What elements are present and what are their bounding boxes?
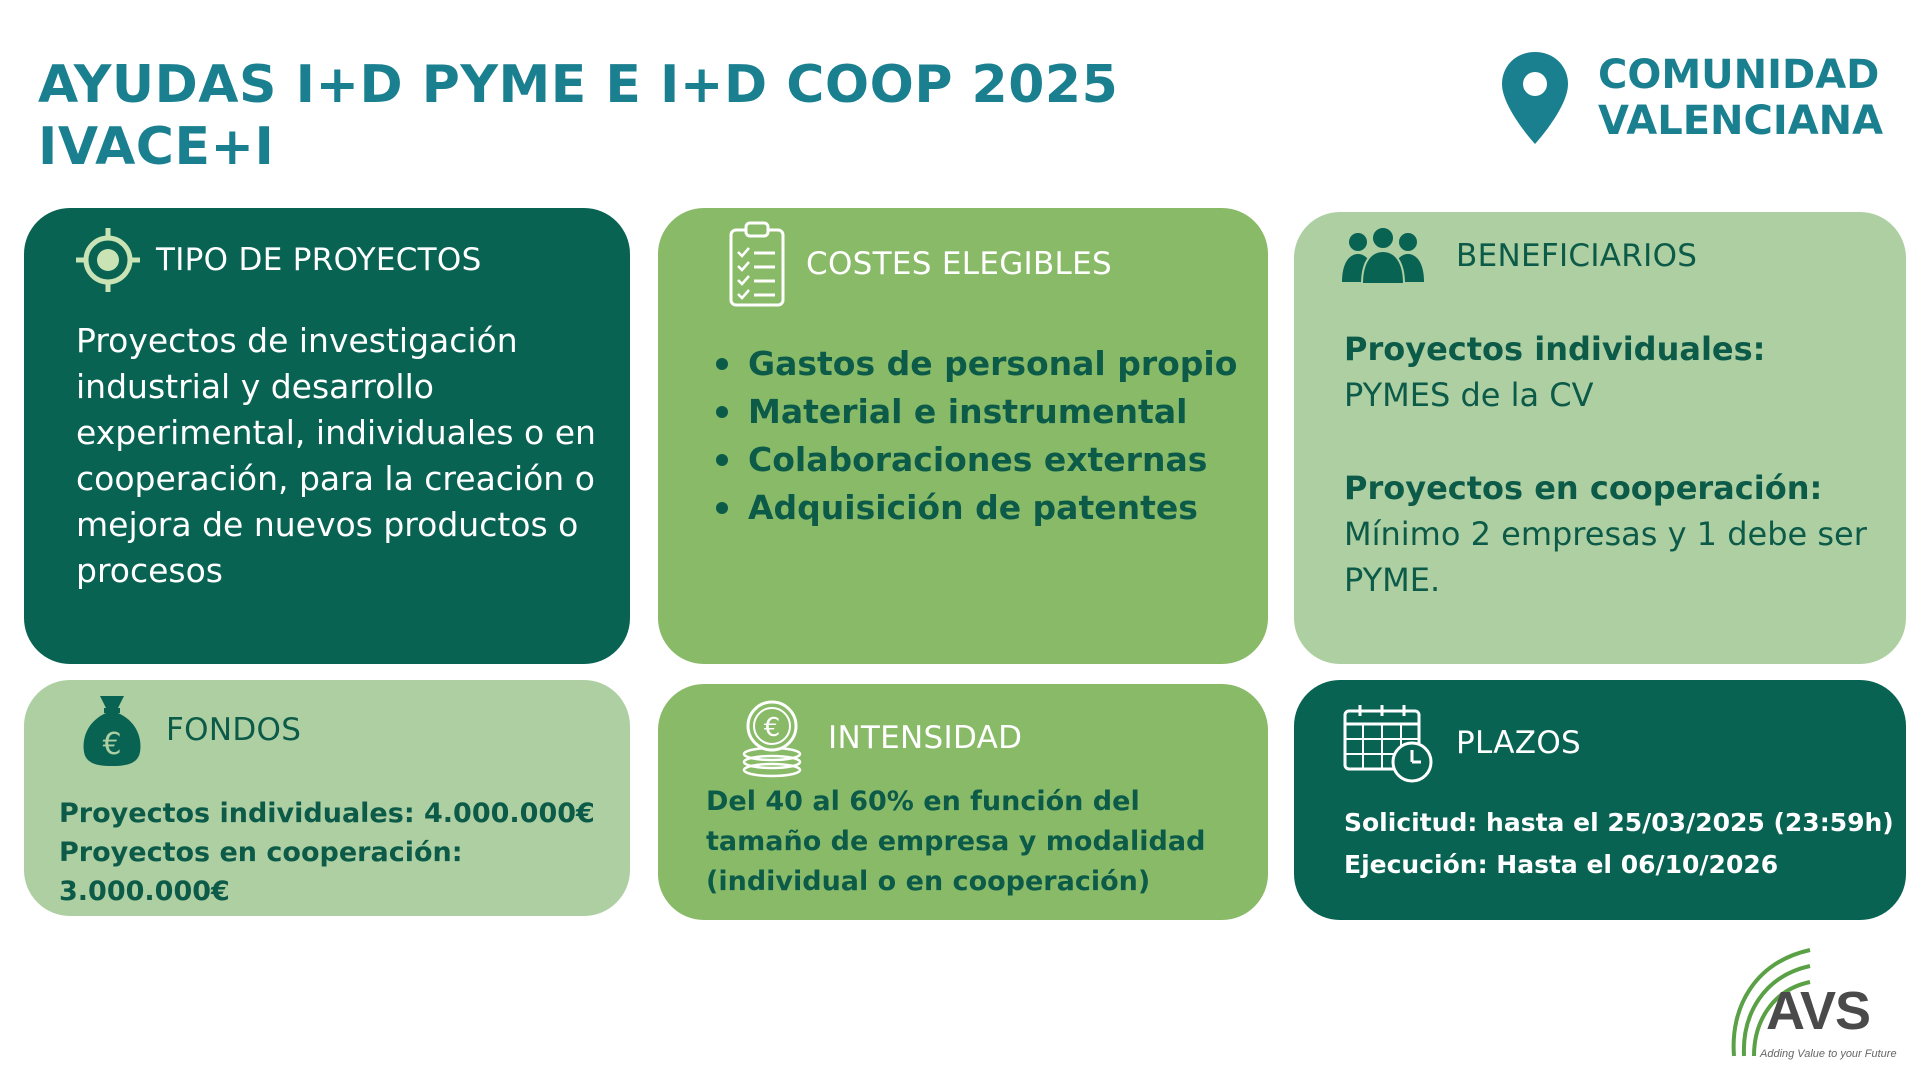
list-item-text: Adquisición de patentes (748, 488, 1198, 527)
euro-coins-icon (738, 698, 806, 778)
beneficiary-text: PYMES de la CV (1344, 376, 1594, 414)
beneficiary-text: Mínimo 2 empresas y 1 debe ser PYME. (1344, 515, 1867, 599)
list-item-text: Material e instrumental (748, 392, 1188, 431)
list-item-text: Colaboraciones externas (748, 440, 1208, 479)
region-label (1598, 52, 1883, 144)
card-header (80, 692, 301, 768)
target-icon (74, 226, 142, 294)
list-item (716, 436, 1237, 484)
svg-text:€: € (102, 727, 122, 762)
list-item-text: Gastos de personal propio (748, 344, 1238, 383)
beneficiary-individual (1344, 326, 1884, 418)
intensity-text: Del 40 al 60% en función del tamaño de empresa y modalidad (individual o en cooperación) (706, 786, 1206, 897)
deadlines-text (1344, 802, 1894, 886)
logo-tagline: Adding Value to your Future (1760, 1048, 1897, 1060)
money-bag-euro-icon (80, 692, 144, 768)
card-plazos (1294, 680, 1906, 920)
card-title: TIPO DE PROYECTOS (156, 242, 482, 278)
card-title: INTENSIDAD (828, 720, 1023, 756)
logo-wordmark: AVS (1766, 981, 1871, 1041)
deadline-application: Solicitud: hasta el 25/03/2025 (23:59h) (1344, 808, 1894, 837)
beneficiary-cooperation (1344, 465, 1884, 603)
page-title-line1: AYUDAS I+D PYME E I+D COOP 2025 (38, 55, 1119, 115)
svg-text:€: € (763, 713, 781, 743)
funds-cooperation: Proyectos en cooperación: 3.000.000€ (59, 837, 463, 907)
card-header (738, 698, 1022, 778)
card-header (74, 226, 482, 294)
bullet-icon (716, 454, 728, 466)
card-intensidad (658, 684, 1268, 920)
card-title: FONDOS (166, 712, 302, 748)
page-title (38, 54, 1118, 178)
location-pin-icon (1500, 50, 1570, 146)
card-tipo-proyectos (24, 208, 630, 664)
card-beneficiarios (1294, 212, 1906, 664)
card-fondos (24, 680, 630, 916)
bullet-icon (716, 358, 728, 370)
group-people-icon (1340, 226, 1426, 286)
bullet-icon (716, 406, 728, 418)
page-title-line2: IVACE+I (38, 117, 275, 177)
beneficiary-heading: Proyectos individuales: (1344, 330, 1766, 368)
list-item (716, 484, 1237, 532)
calendar-clock-icon (1342, 702, 1434, 784)
avs-logo (1726, 944, 1896, 1064)
card-header (1340, 226, 1697, 286)
deadline-execution: Ejecución: Hasta el 06/10/2026 (1344, 850, 1779, 879)
card-body-text: Proyectos de investigación industrial y desarrollo experimental, individuales o en cooperación, para la creación o mejora de nuevos productos o procesos (76, 321, 596, 590)
card-costes-elegibles (658, 208, 1268, 664)
funds-text (59, 794, 630, 911)
card-title: PLAZOS (1456, 725, 1581, 761)
list-item (716, 388, 1237, 436)
funds-individual: Proyectos individuales: 4.000.000€ (59, 798, 595, 829)
card-title: COSTES ELEGIBLES (806, 246, 1112, 282)
beneficiary-heading: Proyectos en cooperación: (1344, 469, 1823, 507)
card-header (1342, 702, 1581, 784)
bullet-icon (716, 502, 728, 514)
clipboard-checklist-icon (728, 220, 786, 308)
eligible-costs-list (716, 340, 1237, 532)
card-header (728, 220, 1112, 308)
list-item (716, 340, 1237, 388)
region-line2: VALENCIANA (1598, 98, 1884, 144)
region-line1: COMUNIDAD (1598, 52, 1880, 98)
card-title: BENEFICIARIOS (1456, 238, 1698, 274)
